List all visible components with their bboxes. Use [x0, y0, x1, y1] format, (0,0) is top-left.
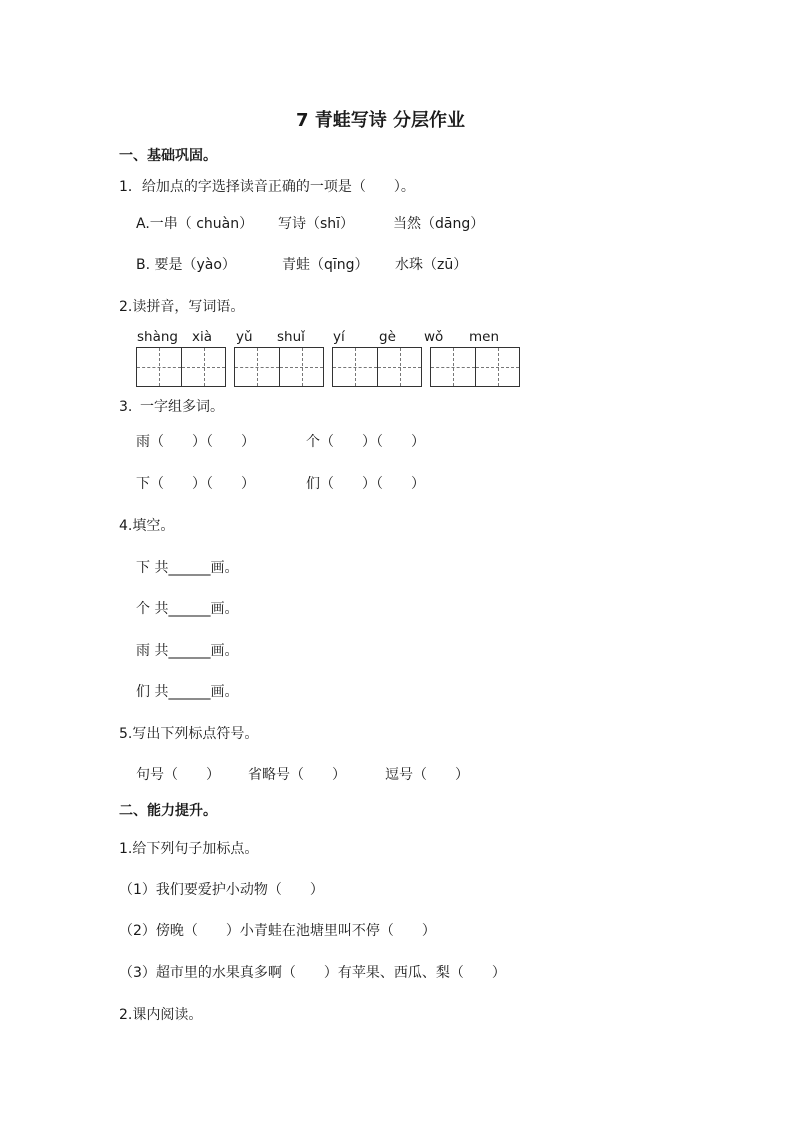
advanced-question-1-stem: 1.给下列句子加标点。 [119, 841, 259, 857]
pinyin-1: shàng [137, 329, 178, 345]
stroke-count-line-1: 下 共______画。 [136, 560, 239, 576]
punctuate-sentence-2: （2）傍晚（ ）小青蛙在池塘里叫不停（ ） [119, 923, 436, 939]
writing-cell[interactable] [431, 348, 475, 386]
question-2-stem: 2.读拼音，写词语。 [119, 299, 245, 315]
compound-word-row-2b: 们（ ）（ ） [306, 476, 425, 492]
pinyin-3: yǔ [236, 329, 253, 345]
question-5-stem: 5.写出下列标点符号。 [119, 726, 259, 742]
pinyin-7: wǒ [424, 329, 444, 345]
question-3-number: 3. [119, 399, 133, 415]
question-1-stem: 1．给加点的字选择读音正确的一项是（ ）。 [119, 179, 415, 195]
page-title: 7 青蛙写诗 分层作业 [296, 110, 466, 131]
option-a-1: A.一串（ chuàn） [136, 216, 254, 232]
section-heading-advanced: 二、能力提升。 [119, 803, 217, 819]
punctuate-sentence-3: （3）超市里的水果真多啊（ ）有苹果、西瓜、梨（ ） [119, 965, 506, 981]
writing-grid-3[interactable] [332, 347, 422, 387]
pinyin-2: xià [192, 329, 213, 345]
advanced-question-2-stem: 2.课内阅读。 [119, 1007, 203, 1023]
writing-cell[interactable] [279, 348, 323, 386]
stroke-count-line-3: 雨 共______画。 [136, 643, 239, 659]
punctuation-item-2: 省略号（ ） [248, 767, 346, 783]
writing-cell[interactable] [181, 348, 225, 386]
pinyin-8: men [469, 329, 500, 345]
option-a-2: 写诗（shī） [278, 216, 355, 232]
compound-word-row-1a: 雨（ ）（ ） [136, 434, 255, 450]
pinyin-6: gè [379, 329, 396, 345]
section-heading-basic: 一、基础巩固。 [119, 148, 217, 164]
option-b-1: B. 要是（yào） [136, 257, 236, 273]
writing-grid-4[interactable] [430, 347, 520, 387]
stroke-count-line-2: 个 共______画。 [136, 601, 239, 617]
writing-grid-1[interactable] [136, 347, 226, 387]
option-b-3: 水珠（zū） [395, 257, 468, 273]
question-4-stem: 4.填空。 [119, 518, 175, 534]
punctuation-item-3: 逗号（ ） [385, 767, 469, 783]
punctuation-item-1: 句号（ ） [136, 767, 220, 783]
question-3-stem: 一字组多词。 [140, 399, 224, 415]
compound-word-row-2a: 下（ ）（ ） [136, 476, 255, 492]
writing-cell[interactable] [137, 348, 181, 386]
option-a-3: 当然（dāng） [393, 216, 485, 232]
writing-cell[interactable] [377, 348, 421, 386]
writing-cell[interactable] [475, 348, 519, 386]
writing-grid-2[interactable] [234, 347, 324, 387]
stroke-count-line-4: 们 共______画。 [136, 684, 239, 700]
compound-word-row-1b: 个（ ）（ ） [306, 434, 425, 450]
writing-cell[interactable] [235, 348, 279, 386]
pinyin-4: shuǐ [277, 329, 305, 345]
punctuate-sentence-1: （1）我们要爱护小动物（ ） [119, 882, 324, 898]
writing-cell[interactable] [333, 348, 377, 386]
option-b-2: 青蛙（qīng） [282, 257, 369, 273]
pinyin-5: yí [333, 329, 345, 345]
